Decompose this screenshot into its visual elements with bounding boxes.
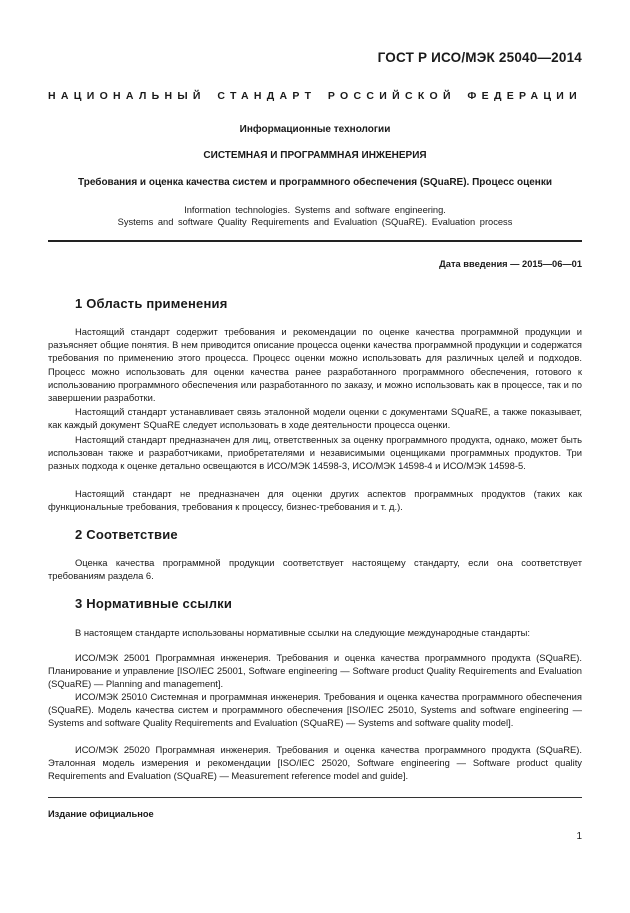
paragraph: Настоящий стандарт содержит требования и рекомендации по оценке качества программной продукции и разъясняет общие понятия. В нем приводится описание процесса оценки качества программной продукции и содержатся требования по применению этого процесса. Процесс оценки можно использовать для различных целей и подходов. Процесс можно использовать для оценки качества ранее разработанного программного обеспечения, готового к использованию программного обеспечения или разработанного по заказу, и можно использовать как в процессе, так и по завершении разработки. (48, 326, 582, 404)
section-heading-1: 1 Область применения (75, 296, 228, 311)
paragraph: ИСО/МЭК 25020 Программная инженерия. Требования и оценка качества программного продукта (SQuaRE). Эталонная модель измерения и рекомендации [ISO/IEC 25020, Software engineering — Software product quality Requirements and Evaluation (SQuaRE) — Measurement reference model and guide]. (48, 744, 582, 782)
paragraph: Настоящий стандарт предназначен для лиц, ответственных за оценку программного продукта, однако, может быть использован также и разработчиками, приобретателями и независимыми оценщиками программных продуктов. Три разных подхода к оценке детально освещаются в ИСО/МЭК 14598-3, ИСО/МЭК 14598-4 и ИСО/МЭК 14598-5. (48, 434, 582, 472)
section-heading-2: 2 Соответствие (75, 527, 178, 542)
page-number: 1 (576, 831, 582, 842)
national-standard-heading: НАЦИОНАЛЬНЫЙ СТАНДАРТ РОССИЙСКОЙ ФЕДЕРАЦИИ (48, 90, 582, 102)
paragraph: Настоящий стандарт устанавливает связь эталонной модели оценки с документами SQuaRE, а также показывает, как каждый документ SQuaRE следует использовать в ходе деятельности процесса оценки. (48, 406, 582, 431)
footer-divider (48, 797, 582, 798)
paragraph: В настоящем стандарте использованы нормативные ссылки на следующие международные стандарты: (75, 627, 530, 638)
english-title-1: Information technologies. Systems and software engineering. (184, 205, 446, 215)
paragraph: ИСО/МЭК 25001 Программная инженерия. Требования и оценка качества программного продукта (SQuaRE). Планирование и управление [ISO/IEC 25001, Software engineering — Software product Quality Requirements and Evaluation (SQuaRE) — Planning and management]. (48, 652, 582, 690)
paragraph: ИСО/МЭК 25010 Системная и программная инженерия. Требования и оценка качества программного обеспечения (SQuaRE). Модель качества систем и программного обеспечения [ISO/IEC 25010, Systems and software engineering — Systems and software Quality Requirements and Evaluation (SQuaRE) — Systems and software quality model]. (48, 691, 582, 729)
paragraph: Оценка качества программной продукции соответствует настоящему стандарту, если она соответствует требованиям раздела 6. (48, 557, 582, 582)
title-line-3: Требования и оценка качества систем и программного обеспечения (SQuaRE). Процесс оценки (78, 177, 552, 188)
standard-number: ГОСТ Р ИСО/МЭК 25040—2014 (377, 50, 582, 65)
title-line-2: СИСТЕМНАЯ И ПРОГРАММНАЯ ИНЖЕНЕРИЯ (203, 150, 427, 161)
english-title-2: Systems and software Quality Requirements and Evaluation (SQuaRE). Evaluation process (117, 217, 513, 227)
title-line-1: Информационные технологии (239, 124, 391, 135)
edition-label: Издание официальное (48, 809, 154, 819)
paragraph: Настоящий стандарт не предназначен для оценки других аспектов программных продуктов (таких как функциональные требования, требования к процессу, бизнес-требования и т. д.). (48, 488, 582, 513)
header-divider (48, 240, 582, 242)
section-heading-3: 3 Нормативные ссылки (75, 596, 233, 611)
introduction-date: Дата введения — 2015—06—01 (439, 259, 582, 269)
